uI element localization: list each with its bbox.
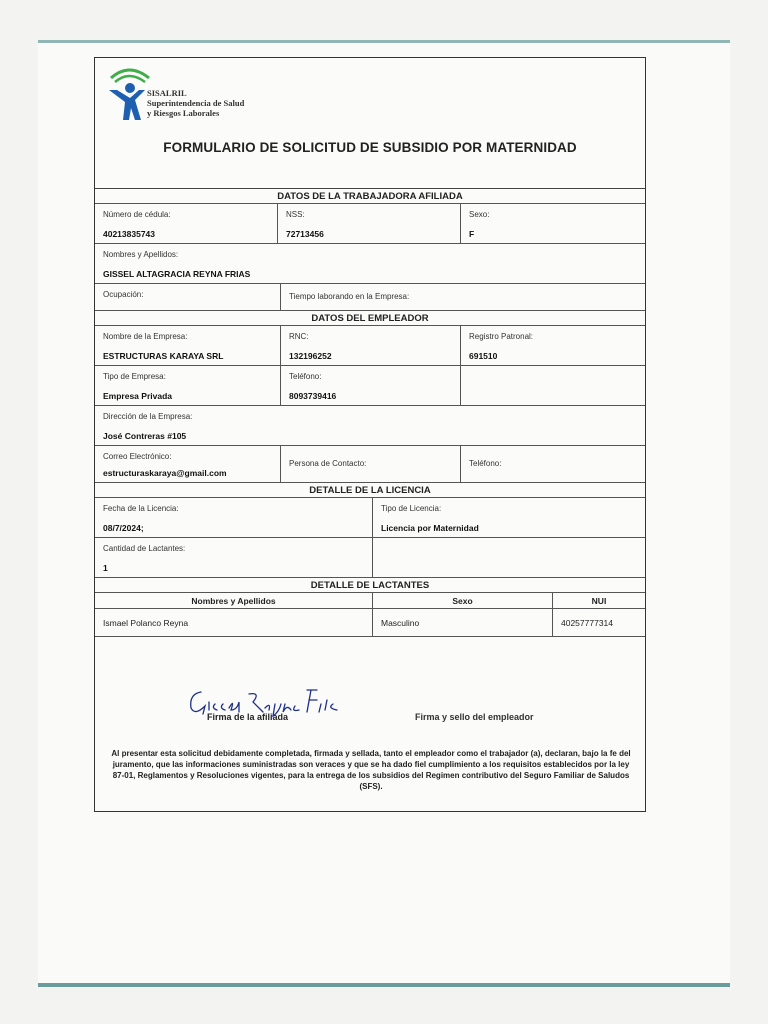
signature-area — [95, 668, 645, 808]
org-name — [147, 88, 244, 118]
empresa-label: Nombre de la Empresa: — [103, 332, 188, 341]
col-sexo: Sexo — [373, 593, 553, 608]
registro-label: Registro Patronal: — [469, 332, 534, 341]
telefono-label: Teléfono: — [289, 372, 322, 381]
cedula-value: 40213835743 — [103, 229, 156, 239]
ocupacion-label: Ocupación: — [103, 290, 144, 299]
empleador-row-3 — [95, 406, 645, 446]
table-row — [95, 609, 645, 637]
firma-afiliada-label: Firma de la afiliada — [207, 712, 289, 722]
rnc-label: RNC: — [289, 332, 309, 341]
registro-cell — [461, 326, 645, 365]
correo-label: Correo Electrónico: — [103, 452, 172, 461]
fecha-value: 08/7/2024; — [103, 523, 144, 533]
nss-value: 72713456 — [286, 229, 324, 239]
org-line2: y Riesgos Laborales — [147, 108, 220, 118]
empresa-value: ESTRUCTURAS KARAYA SRL — [103, 351, 224, 361]
correo-value: estructuraskaraya@gmail.com — [103, 468, 227, 478]
lactante-nombre: Ismael Polanco Reyna — [95, 609, 373, 636]
fecha-label: Fecha de la Licencia: — [103, 504, 179, 513]
section-empleador: DATOS DEL EMPLEADOR — [95, 311, 645, 326]
sisalril-logo-icon — [105, 64, 153, 126]
section-lactantes: DETALLE DE LACTANTES — [95, 578, 645, 593]
tipo-empresa-label: Tipo de Empresa: — [103, 372, 166, 381]
contacto-cell — [281, 446, 461, 482]
sexo-value: F — [469, 229, 475, 239]
afiliada-row-2 — [95, 244, 645, 284]
licencia-row-2 — [95, 538, 645, 578]
rnc-cell — [281, 326, 461, 365]
section-licencia: DETALLE DE LA LICENCIA — [95, 483, 645, 498]
org-line1: Superintendencia de Salud — [147, 98, 245, 108]
nombres-label: Nombres y Apellidos: — [103, 250, 179, 259]
nombres-cell — [95, 244, 645, 283]
tipo-licencia-label: Tipo de Licencia: — [381, 504, 442, 513]
direccion-label: Dirección de la Empresa: — [103, 412, 193, 421]
tipo-licencia-cell — [373, 498, 645, 537]
empleador-row-4 — [95, 446, 645, 483]
section-afiliada: DATOS DE LA TRABAJADORA AFILIADA — [95, 189, 645, 204]
form-grid — [95, 188, 645, 637]
maternity-subsidy-form — [94, 57, 646, 812]
empresa-cell — [95, 326, 281, 365]
nombres-value: GISSEL ALTAGRACIA REYNA FRIAS — [103, 269, 251, 279]
afiliada-row-1 — [95, 204, 645, 244]
sexo-cell — [461, 204, 645, 243]
tiempo-cell — [281, 284, 645, 310]
col-nui: NUI — [591, 595, 607, 606]
firma-empleador-label: Firma y sello del empleador — [415, 712, 534, 722]
telefono2-label: Teléfono: — [469, 459, 502, 468]
nss-label: NSS: — [286, 210, 305, 219]
cedula-label: Número de cédula: — [103, 210, 171, 219]
tipo-empresa-value: Empresa Privada — [103, 391, 172, 401]
telefono2-cell — [461, 446, 645, 482]
fecha-cell — [95, 498, 373, 537]
correo-cell — [95, 446, 281, 482]
tipo-licencia-value: Licencia por Maternidad — [381, 523, 479, 533]
org-short: SISALRIL — [147, 88, 187, 98]
afiliada-row-3 — [95, 284, 645, 311]
empty-cell — [461, 366, 645, 405]
lactantes-cell — [95, 538, 373, 577]
lactantes-label: Cantidad de Lactantes: — [103, 544, 186, 553]
telefono-value: 8093739416 — [289, 391, 337, 401]
sexo-label: Sexo: — [469, 210, 490, 219]
nss-cell — [278, 204, 461, 243]
telefono-cell — [281, 366, 461, 405]
direccion-value: José Contreras #105 — [103, 431, 187, 441]
ocupacion-cell — [95, 284, 281, 310]
lactantes-header — [95, 593, 645, 609]
lactante-sexo: Masculino — [373, 609, 553, 636]
form-title: FORMULARIO DE SOLICITUD DE SUBSIDIO POR MATERNIDAD — [163, 140, 577, 155]
empleador-row-2 — [95, 366, 645, 406]
cedula-cell — [95, 204, 278, 243]
contacto-label: Persona de Contacto: — [289, 459, 367, 468]
lactante-nui: 40257777314 — [561, 617, 614, 628]
tipo-empresa-cell — [95, 366, 281, 405]
licencia-row-1 — [95, 498, 645, 538]
direccion-cell — [95, 406, 645, 445]
declaration-text: Al presentar esta solicitud debidamente completada, firmada y sellada, tanto el empleador como el trabajador (a), declaran, bajo la fe del juramento, que las informaciones suministradas son veraces y que se ha dado fiel cumplimiento a los requisitos establecidos por la ley 87-01, Reglamentos y Resoluciones vigentes, para la entrega de los subsidios del Regimen contributivo del Seguro Familiar de Saludos (SFS). — [111, 749, 631, 791]
registro-value: 691510 — [469, 351, 498, 361]
tiempo-label: Tiempo laborando en la Empresa: — [289, 292, 410, 301]
lactantes-value: 1 — [103, 563, 108, 573]
rnc-value: 132196252 — [289, 351, 332, 361]
empty-cell — [373, 538, 645, 577]
empleador-row-1 — [95, 326, 645, 366]
col-nombres: Nombres y Apellidos — [95, 593, 373, 608]
